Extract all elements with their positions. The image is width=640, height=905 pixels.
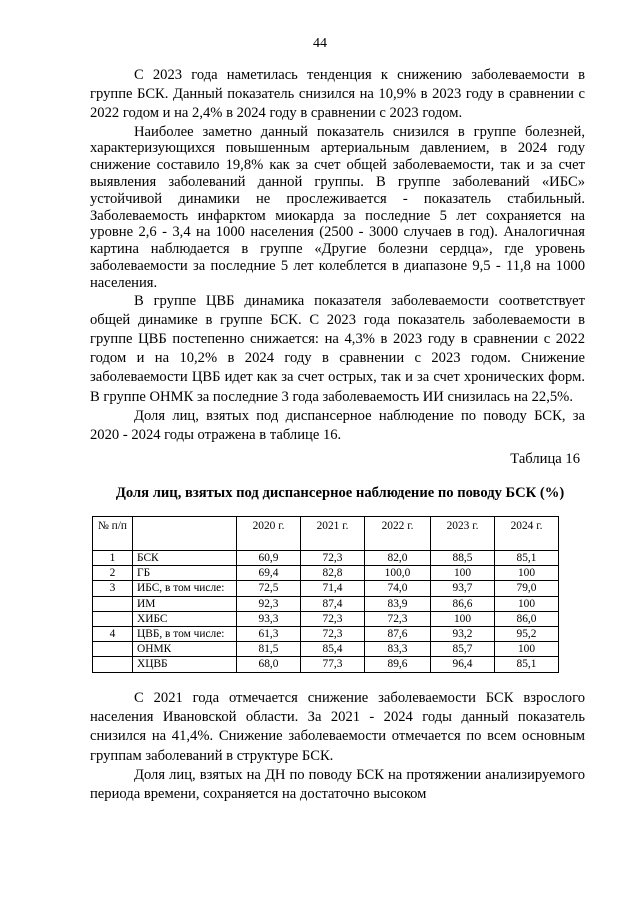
- cell-value: 72,3: [301, 551, 365, 566]
- cell-value: 86,0: [495, 611, 559, 626]
- paragraph: Наиболее заметно данный показатель снизился в группе болезней, характеризующихся повышенным артериальным давлением, в 2024 году снижение составило 19,8% как за счет общей заболеваемости, так и за счет выявления заболеваний данной группы. В группе заболеваний «ИБС» устойчивой динамики не прослеживается - показатель стабильный. Заболеваемость инфарктом миокарда за последние 5 лет сохраняется на уровне 2,6 - 3,4 на 1000 населения (2500 - 3000 случаев в год). Аналогичная картина наблюдается в группе «Другие болезни сердца», где уровень заболеваемости за последние 5 лет колеблется в диапазоне 9,5 - 11,8 на 1000 населения.: [90, 123, 585, 291]
- table-row: [93, 626, 559, 641]
- cell-value: 83,9: [365, 596, 431, 611]
- paragraph: В группе ЦВБ динамика показателя заболеваемости соответствует общей динамике в группе БСК. С 2023 года показатель заболеваемости в группе ЦВБ постепенно снижается: на 4,3% в 2023 году в сравнении с 2022 годом и на 10,2% в 2024 году в сравнении с 2023 годом. Снижение заболеваемости ЦВБ идет как за счет острых, так и за счет хронических форм. В группе ОНМК за последние 3 года заболеваемость ИИ снизилась на 22,5%.: [90, 292, 585, 405]
- cell-value: 96,4: [431, 657, 495, 672]
- cell-value: 88,5: [431, 551, 495, 566]
- header-num: № п/п: [93, 517, 133, 551]
- table-row: [93, 551, 559, 566]
- paragraph: Доля лиц, взятых под диспансерное наблюдение по поводу БСК, за 2020 - 2024 годы отражена в таблице 16.: [90, 407, 585, 443]
- cell-value: 89,6: [365, 657, 431, 672]
- row-name: ГБ: [133, 566, 237, 581]
- cell-value: 72,3: [365, 611, 431, 626]
- cell-value: 82,0: [365, 551, 431, 566]
- cell-value: 85,4: [301, 642, 365, 657]
- cell-value: 69,4: [237, 566, 301, 581]
- table-row: [93, 657, 559, 672]
- row-num: [93, 642, 133, 657]
- table-row: [93, 611, 559, 626]
- header-year: 2023 г.: [431, 517, 495, 551]
- cell-value: 82,8: [301, 566, 365, 581]
- table-caption: Таблица 16: [510, 451, 580, 467]
- cell-value: 95,2: [495, 626, 559, 641]
- cell-value: 71,4: [301, 581, 365, 596]
- cell-value: 87,4: [301, 596, 365, 611]
- paragraph: С 2021 года отмечается снижение заболеваемости БСК взрослого населения Ивановской области. За 2021 - 2024 годы данный показатель снизился на 41,4%. Снижение заболеваемости отмечается по всем основным группам заболеваний в структуре БСК.: [90, 690, 585, 764]
- cell-value: 74,0: [365, 581, 431, 596]
- cell-value: 93,3: [237, 611, 301, 626]
- cell-value: 68,0: [237, 657, 301, 672]
- table-row: [93, 596, 559, 611]
- cell-value: 72,5: [237, 581, 301, 596]
- row-num: [93, 596, 133, 611]
- cell-value: 85,1: [495, 551, 559, 566]
- row-num: 2: [93, 566, 133, 581]
- row-num: 3: [93, 581, 133, 596]
- cell-value: 81,5: [237, 642, 301, 657]
- row-name: ХИБС: [133, 611, 237, 626]
- cell-value: 93,2: [431, 626, 495, 641]
- row-name: ИБС, в том числе:: [133, 581, 237, 596]
- header-year: 2020 г.: [237, 517, 301, 551]
- cell-value: 77,3: [301, 657, 365, 672]
- table-row: [93, 581, 559, 596]
- table-title: Доля лиц, взятых под диспансерное наблюдение по поводу БСК (%): [115, 485, 565, 501]
- cell-value: 92,3: [237, 596, 301, 611]
- cell-value: 83,3: [365, 642, 431, 657]
- cell-value: 87,6: [365, 626, 431, 641]
- row-num: 4: [93, 626, 133, 641]
- header-year: 2021 г.: [301, 517, 365, 551]
- cell-value: 85,1: [495, 657, 559, 672]
- cell-value: 100,0: [365, 566, 431, 581]
- cell-value: 93,7: [431, 581, 495, 596]
- text-block-top: [90, 66, 585, 445]
- row-name: БСК: [133, 551, 237, 566]
- cell-value: 100: [495, 642, 559, 657]
- row-num: 1: [93, 551, 133, 566]
- cell-value: 61,3: [237, 626, 301, 641]
- cell-value: 72,3: [301, 626, 365, 641]
- cell-value: 100: [495, 566, 559, 581]
- header-name: [133, 517, 237, 551]
- cell-value: 85,7: [431, 642, 495, 657]
- row-num: [93, 657, 133, 672]
- cell-value: 86,6: [431, 596, 495, 611]
- paragraph: С 2023 года наметилась тенденция к снижению заболеваемости в группе БСК. Данный показатель снизился на 10,9% в 2023 году в сравнении с 2022 годом и на 2,4% в 2024 году в сравнении с 2023 годом.: [90, 67, 585, 122]
- table-row: [93, 642, 559, 657]
- row-name: ХЦВБ: [133, 657, 237, 672]
- page-number: 44: [313, 36, 327, 51]
- text-block-bottom: [90, 689, 585, 804]
- table-header-row: [93, 517, 559, 551]
- table-row: [93, 566, 559, 581]
- header-year: 2024 г.: [495, 517, 559, 551]
- cell-value: 100: [431, 566, 495, 581]
- data-table: [92, 516, 559, 673]
- row-name: ОНМК: [133, 642, 237, 657]
- header-year: 2022 г.: [365, 517, 431, 551]
- paragraph: Доля лиц, взятых на ДН по поводу БСК на протяжении анализируемого периода времени, сохраняется на достаточно высоком: [90, 766, 585, 803]
- cell-value: 72,3: [301, 611, 365, 626]
- cell-value: 100: [431, 611, 495, 626]
- cell-value: 60,9: [237, 551, 301, 566]
- cell-value: 100: [495, 596, 559, 611]
- cell-value: 79,0: [495, 581, 559, 596]
- row-name: ИМ: [133, 596, 237, 611]
- row-name: ЦВБ, в том числе:: [133, 626, 237, 641]
- row-num: [93, 611, 133, 626]
